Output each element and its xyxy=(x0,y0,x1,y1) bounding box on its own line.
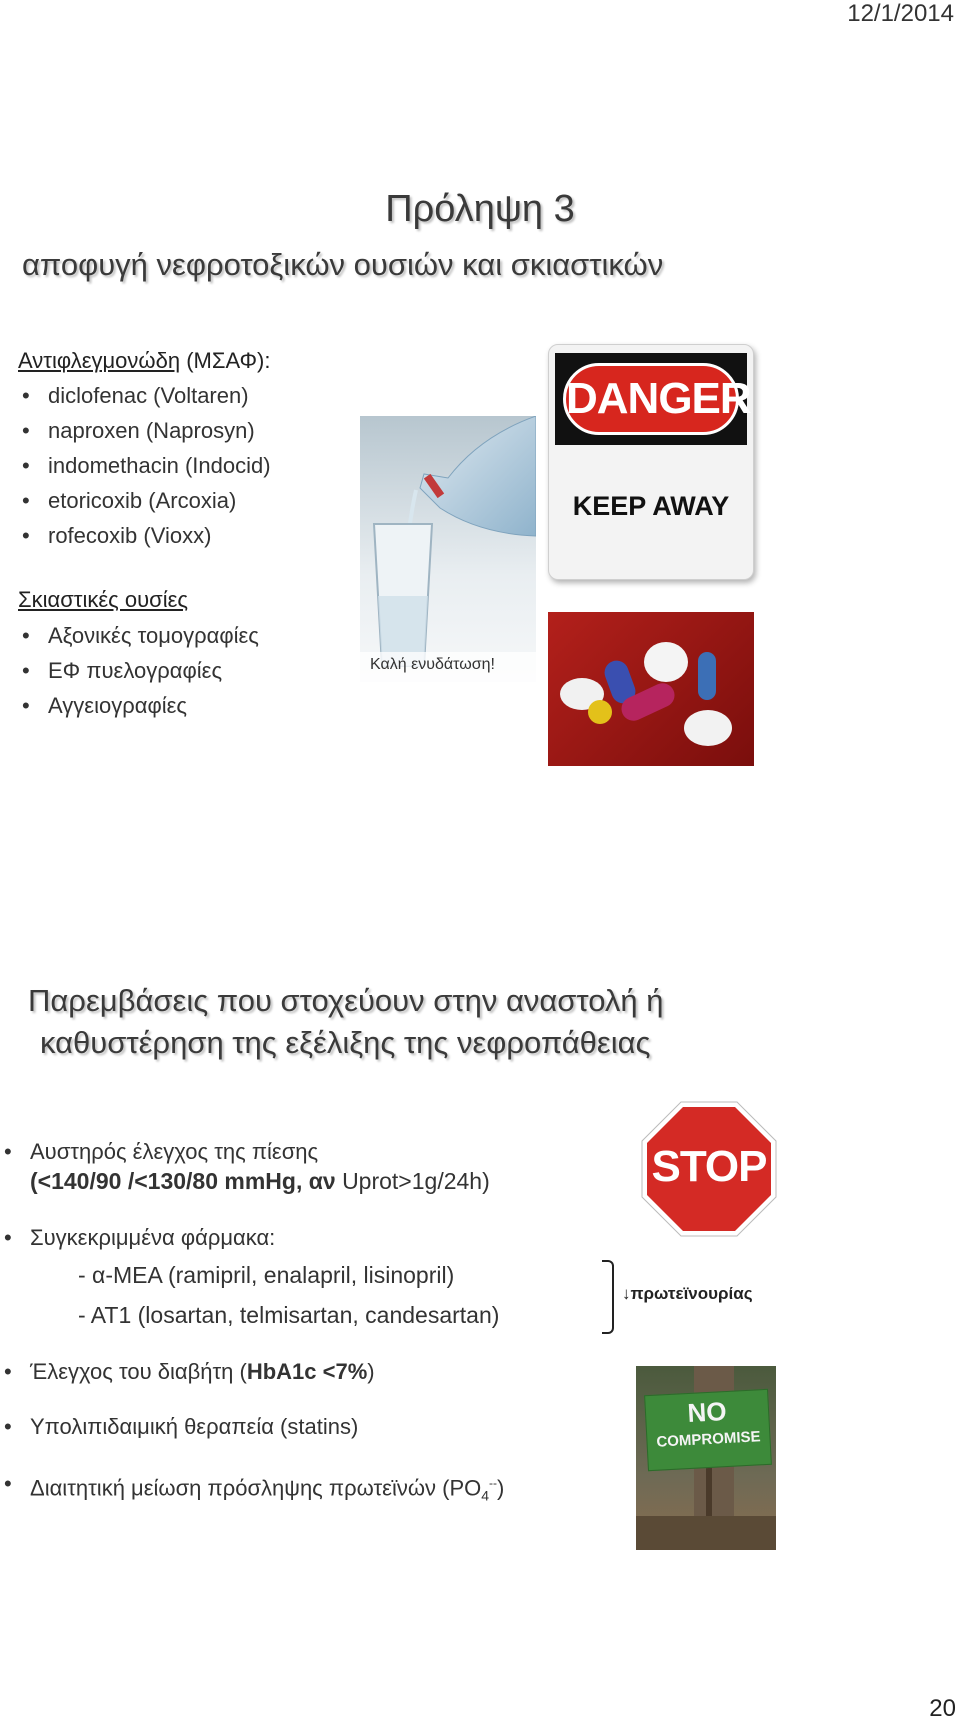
list-item: • naproxen (Naprosyn) xyxy=(20,413,271,448)
list-item: • ΕΦ πυελογραφίες xyxy=(20,653,259,688)
proteinuria-label: ↓πρωτεϊνουρίας xyxy=(622,1284,753,1303)
nsaids-heading-rest: (ΜΣΑΦ): xyxy=(186,348,271,373)
danger-sign-band xyxy=(555,353,751,445)
slide2-list-diet xyxy=(2,1466,505,1504)
stop-sign xyxy=(640,1100,778,1238)
list-item: • diclofenac (Voltaren) xyxy=(20,378,271,413)
water-image xyxy=(360,416,536,682)
danger-label: DANGER xyxy=(563,363,739,435)
list-item: • Αγγειογραφίες xyxy=(20,688,259,723)
arb-line: - AT1 (losartan, telmisartan, candesartan) xyxy=(78,1302,500,1328)
slide2-title-line2: καθυστέρηση της εξέλιξης της νεφροπάθειας xyxy=(40,1025,651,1060)
diet-end: ) xyxy=(497,1475,505,1501)
water-caption: Καλή ενυδάτωση! xyxy=(370,656,495,673)
green-sign xyxy=(644,1389,772,1471)
acei-line: - α-ΜΕΑ (ramipril, enalapril, lisinopril) xyxy=(78,1262,455,1288)
nsaids-heading xyxy=(18,348,271,374)
list-item: • Αξονικές τομογραφίες xyxy=(20,618,259,653)
keep-away-label: KEEP AWAY xyxy=(572,491,730,521)
no-compromise-image xyxy=(636,1366,776,1550)
list-item: • rofecoxib (Vioxx) xyxy=(20,518,271,553)
list-item: • Αυστηρός έλεγχος της πίεσης xyxy=(2,1134,318,1169)
bp-targets-rest: Uprot>1g/24h) xyxy=(342,1168,490,1194)
diet-text: Διαιτητική μείωση πρόσληψης πρωτεϊνών (PO xyxy=(30,1475,482,1501)
contrast-heading xyxy=(18,587,188,613)
page-number: 20 xyxy=(929,1695,956,1722)
pills-illustration xyxy=(548,612,754,766)
pills-image xyxy=(548,612,754,766)
slide1-subtitle: αποφυγή νεφροτοξικών ουσιών και σκιαστικών xyxy=(22,247,664,282)
slide2-list-drugs xyxy=(2,1220,275,1255)
header-date: 12/1/2014 xyxy=(847,0,954,27)
nsaids-heading-underlined: Αντιφλεγμονώδη xyxy=(18,348,181,373)
water-pouring-illustration xyxy=(360,416,536,682)
slide2-title-line1: Παρεμβάσεις που στοχεύουν στην αναστολή ή xyxy=(28,983,664,1018)
bp-targets xyxy=(30,1168,490,1195)
list-item: • Συγκεκριμμένα φάρμακα: xyxy=(2,1220,275,1255)
slide1-title: Πρόληψη 3 xyxy=(385,188,575,230)
compromise-label: COMPROMISE xyxy=(656,1428,761,1451)
diabetes-text: Έλεγχος του διαβήτη ( xyxy=(30,1359,247,1384)
contrast-heading-underlined: Σκιαστικές ουσίες xyxy=(18,587,189,612)
diet-superscript: -- xyxy=(489,1476,498,1490)
no-label: NO xyxy=(686,1396,728,1429)
list-item: • Υπολιπιδαιμική θεραπεία (statins) xyxy=(2,1409,358,1444)
list-item: • etoricoxib (Arcoxia) xyxy=(20,483,271,518)
slide2-list-bp xyxy=(2,1134,318,1169)
slide2-list-diabetes xyxy=(2,1354,375,1389)
stop-label: STOP xyxy=(651,1142,767,1191)
brace xyxy=(602,1260,614,1334)
nsaids-list xyxy=(20,378,271,553)
slide2-list-lipid xyxy=(2,1409,358,1444)
diabetes-end: ) xyxy=(367,1359,375,1384)
bp-targets-bold: (<140/90 /<130/80 mmHg, αν xyxy=(30,1168,336,1194)
diabetes-bold: HbA1c <7% xyxy=(246,1359,368,1384)
list-item: • indomethacin (Indocid) xyxy=(20,448,271,483)
contrast-list xyxy=(20,618,259,723)
slide2-title xyxy=(28,980,664,1064)
list-item xyxy=(2,1466,505,1504)
diet-subscript: 4 xyxy=(481,1487,490,1504)
danger-sign xyxy=(548,344,754,580)
list-item xyxy=(2,1354,375,1389)
